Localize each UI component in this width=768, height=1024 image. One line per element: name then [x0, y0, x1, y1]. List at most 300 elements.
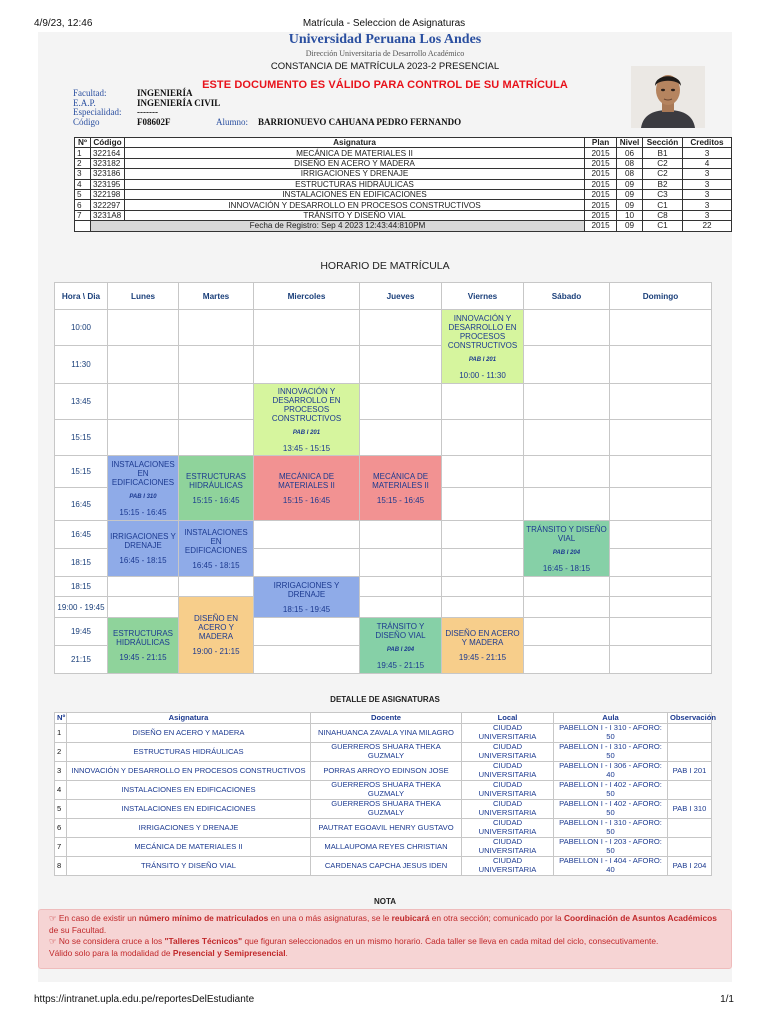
class-time: 18:15 - 19:45	[282, 604, 331, 614]
table-row	[55, 762, 712, 781]
time-label: 18:15	[55, 549, 108, 577]
empty-slot	[610, 488, 712, 521]
empty-slot	[610, 597, 712, 618]
empty-slot	[360, 549, 442, 577]
detail-docente: PAUTRAT EGOAVIL HENRY GUSTAVO	[311, 819, 462, 838]
course-seccion: B1	[643, 148, 683, 158]
course-nivel: 10	[617, 210, 643, 220]
class-block-diseno-viernes[interactable]	[442, 618, 524, 674]
empty-slot	[610, 384, 712, 420]
class-name: INSTALACIONES EN EDIFICACIONES	[184, 527, 248, 555]
course-nivel: 06	[617, 148, 643, 158]
detail-n: 2	[55, 743, 67, 762]
course-creditos: 3	[683, 200, 732, 210]
table-row	[75, 210, 732, 220]
codigo-label: Código	[73, 116, 100, 127]
col-header-seccion: Sección	[643, 138, 683, 148]
schedule-table	[54, 282, 712, 674]
course-creditos: 3	[683, 179, 732, 189]
course-plan: 2015	[585, 169, 617, 179]
class-block-mecanica-miercoles[interactable]	[254, 456, 360, 521]
schedule-header-row	[55, 283, 712, 310]
detail-docente: NINAHUANCA ZAVALA YINA MILAGRO	[311, 724, 462, 743]
class-name: MECÁNICA DE MATERIALES II	[278, 471, 335, 490]
class-name: MECÁNICA DE MATERIALES II	[372, 471, 429, 490]
course-seccion: C3	[643, 189, 683, 199]
time-label: 19:45	[55, 618, 108, 646]
empty-slot	[524, 618, 610, 646]
class-pabellon: PAB I 201	[468, 356, 497, 363]
class-time: 19:45 - 21:15	[458, 653, 507, 662]
detail-local: CIUDAD UNIVERSITARIA	[462, 762, 554, 781]
detail-n: 3	[55, 762, 67, 781]
class-block-irrigaciones-lunes[interactable]	[108, 521, 179, 577]
class-pabellon: PAB I 310	[129, 493, 157, 500]
nota-emphasis: Presencial y Semipresencial	[172, 947, 286, 958]
nota-text: Válido solo para la modalidad de	[49, 947, 173, 958]
empty-slot	[179, 310, 254, 346]
print-title: Matrícula - Seleccion de Asignaturas	[302, 18, 466, 29]
nota-line-2	[49, 936, 721, 948]
class-block-instalaciones-lunes[interactable]	[108, 456, 179, 521]
facultad-label: Facultad:	[73, 88, 107, 98]
class-name: DISEÑO EN ACERO Y MADERA	[445, 629, 520, 647]
course-nivel: 09	[617, 189, 643, 199]
time-label: 11:30	[55, 346, 108, 384]
detail-aula: PABELLON I - I 402 - AFORO: 50	[554, 781, 668, 800]
class-time: 16:45 - 18:15	[119, 556, 167, 565]
empty-slot	[524, 420, 610, 456]
empty-slot	[360, 310, 442, 346]
table-row	[75, 200, 732, 210]
col-header-martes: Martes	[179, 283, 254, 310]
class-name: IRRIGACIONES Y DRENAJE	[273, 580, 340, 599]
detail-observacion	[668, 724, 712, 743]
nota-title: NOTA	[373, 897, 397, 906]
course-seccion: B2	[643, 179, 683, 189]
class-time: 15:15 - 16:45	[119, 507, 167, 517]
nota-text: .	[285, 947, 288, 958]
class-block-estructuras-martes[interactable]	[179, 456, 254, 521]
course-plan: 2015	[585, 189, 617, 199]
course-creditos: 4	[683, 158, 732, 168]
empty-slot	[610, 577, 712, 597]
class-time: 19:45 - 21:15	[376, 660, 425, 670]
detail-table	[54, 712, 717, 876]
detail-local: CIUDAD UNIVERSITARIA	[462, 857, 554, 876]
empty-slot	[610, 346, 712, 384]
detail-docente: GUERREROS SHUARA THEKA GUZMALY	[311, 800, 462, 819]
table-row	[55, 819, 712, 838]
course-nivel: 09	[617, 200, 643, 210]
empty-slot	[108, 346, 179, 384]
course-seccion: C8	[643, 210, 683, 220]
course-creditos: 3	[683, 169, 732, 179]
empty-slot	[179, 346, 254, 384]
col-header-observacion: Observación	[668, 713, 712, 724]
course-nivel: 08	[617, 169, 643, 179]
class-block-instalaciones-martes[interactable]	[179, 521, 254, 577]
course-plan: 2015	[585, 179, 617, 189]
nota-emphasis: número mínimo de matriculados	[138, 913, 269, 923]
student-photo	[631, 66, 705, 128]
empty-slot	[442, 420, 524, 456]
course-codigo: 322297	[90, 200, 124, 210]
time-label: 18:15	[55, 577, 108, 597]
empty-slot	[524, 488, 610, 521]
col-header-n: Nº	[55, 713, 67, 724]
course-asignatura: TRÁNSITO Y DISEÑO VIAL	[124, 210, 584, 220]
course-asignatura: MECÁNICA DE MATERIALES II	[124, 148, 584, 158]
schedule-row	[55, 346, 712, 384]
schedule-row	[55, 618, 712, 646]
detail-n: 1	[55, 724, 67, 743]
class-time: 15:15 - 16:45	[282, 495, 331, 505]
course-codigo: 323186	[90, 169, 124, 179]
registro-empty-cell	[75, 221, 91, 231]
detail-aula: PABELLON I - I 310 - AFORO: 50	[554, 819, 668, 838]
col-header-nivel: Nivel	[617, 138, 643, 148]
detail-docente: GUERREROS SHUARA THEKA GUZMALY	[311, 781, 462, 800]
detail-observacion	[668, 838, 712, 857]
course-codigo: 3231A8	[90, 210, 124, 220]
schedule-row	[55, 521, 712, 549]
especialidad-label: Especialidad:	[73, 107, 122, 118]
course-creditos: 3	[683, 189, 732, 199]
class-name: INNOVACIÓN Y DESARROLLO EN PROCESOS CONSTRUCTIVOS	[271, 386, 342, 423]
table-row	[55, 743, 712, 762]
class-name: ESTRUCTURAS HIDRÁULICAS	[185, 471, 246, 490]
detail-observacion	[668, 781, 712, 800]
empty-slot	[108, 597, 179, 618]
empty-slot	[442, 597, 524, 618]
detail-aula: PABELLON I - I 404 - AFORO: 40	[554, 857, 668, 876]
course-asignatura: ESTRUCTURAS HIDRÁULICAS	[124, 179, 584, 189]
col-header-lunes: Lunes	[108, 283, 179, 310]
class-block-diseno-martes[interactable]	[179, 597, 254, 674]
empty-slot	[108, 420, 179, 456]
course-n: 5	[75, 189, 91, 199]
empty-slot	[442, 456, 524, 488]
detail-observacion	[668, 819, 712, 838]
detail-n: 6	[55, 819, 67, 838]
class-name: ESTRUCTURAS HIDRÁULICAS	[112, 629, 173, 647]
registro-total-creditos: 22	[683, 221, 732, 231]
empty-slot	[524, 577, 610, 597]
detail-aula: PABELLON I - I 310 - AFORO: 50	[554, 724, 668, 743]
empty-slot	[524, 384, 610, 420]
print-page: 1/1	[720, 994, 734, 1005]
print-url: https://intranet.upla.edu.pe/reportesDelEstudiante	[34, 994, 255, 1005]
col-header-asignatura: Asignatura	[124, 138, 584, 148]
empty-slot	[179, 384, 254, 420]
alumno-label: Alumno:	[216, 116, 249, 127]
detail-asignatura: IRRIGACIONES Y DRENAJE	[67, 819, 311, 838]
detail-n: 7	[55, 838, 67, 857]
detail-aula: PABELLON I - I 402 - AFORO: 50	[554, 800, 668, 819]
empty-slot	[610, 310, 712, 346]
detail-asignatura: INSTALACIONES EN EDIFICACIONES	[67, 800, 311, 819]
empty-slot	[254, 521, 360, 549]
empty-slot	[360, 577, 442, 597]
schedule-row	[55, 384, 712, 420]
col-header-domingo: Domingo	[610, 283, 712, 310]
col-header-jueves: Jueves	[360, 283, 442, 310]
empty-slot	[360, 384, 442, 420]
detail-asignatura: INNOVACIÓN Y DESARROLLO EN PROCESOS CONSTRUCTIVOS	[67, 762, 311, 781]
registro-nivel: 09	[617, 221, 643, 231]
time-label: 15:15	[55, 420, 108, 456]
courses-table	[74, 137, 732, 232]
col-header-n: Nº	[75, 138, 91, 148]
col-header-sabado: Sábado	[524, 283, 610, 310]
class-time: 16:45 - 18:15	[542, 563, 591, 573]
empty-slot	[610, 420, 712, 456]
detail-local: CIUDAD UNIVERSITARIA	[462, 819, 554, 838]
col-header-asignatura: Asignatura	[67, 713, 311, 724]
detail-asignatura: ESTRUCTURAS HIDRÁULICAS	[67, 743, 311, 762]
class-name: DISEÑO EN ACERO Y MADERA	[193, 614, 238, 641]
table-row	[55, 781, 712, 800]
empty-slot	[442, 521, 524, 549]
registro-row	[75, 221, 732, 231]
empty-slot	[108, 384, 179, 420]
time-label: 10:00	[55, 310, 108, 346]
class-name: TRÁNSITO Y DISEÑO VIAL	[375, 621, 426, 640]
class-block-transito-jueves[interactable]	[360, 618, 442, 674]
detail-observacion	[668, 743, 712, 762]
detail-local: CIUDAD UNIVERSITARIA	[462, 743, 554, 762]
print-header	[0, 0, 768, 32]
nota-emphasis: "Talleres Técnicos"	[164, 936, 243, 947]
class-name: INSTALACIONES EN EDIFICACIONES	[111, 459, 175, 487]
pointing-hand-icon: ☞	[49, 913, 57, 923]
class-name: INNOVACIÓN Y DESARROLLO EN PROCESOS CONSTRUCTIVOS	[447, 313, 518, 350]
facultad-value: INGENIERÍA	[137, 88, 193, 98]
course-seccion: C1	[643, 200, 683, 210]
nota-line-3	[49, 948, 721, 960]
empty-slot	[442, 577, 524, 597]
col-header-hora: Hora \ Dia	[55, 283, 108, 310]
class-name: IRRIGACIONES Y DRENAJE	[110, 532, 176, 550]
registro-date: Fecha de Registro: Sep 4 2023 12:43:44:810PM	[90, 221, 584, 231]
class-time: 13:45 - 15:15	[282, 443, 331, 453]
course-codigo: 322198	[90, 189, 124, 199]
courses-header-row	[75, 138, 732, 148]
nota-text: en una o más asignaturas, se le	[268, 913, 392, 923]
schedule-row	[55, 577, 712, 597]
time-label: 13:45	[55, 384, 108, 420]
empty-slot	[254, 310, 360, 346]
detail-n: 5	[55, 800, 67, 819]
nota-text: En caso de existir un	[58, 913, 139, 923]
col-header-viernes: Viernes	[442, 283, 524, 310]
class-pabellon: PAB I 201	[292, 429, 321, 436]
time-label: 21:15	[55, 646, 108, 674]
nota-emphasis: Coordinación de Asuntos Académicos	[563, 913, 717, 923]
class-time: 15:15 - 16:45	[192, 495, 240, 505]
empty-slot	[254, 346, 360, 384]
detail-title: DETALLE DE ASIGNATURAS	[330, 695, 440, 704]
registro-seccion: C1	[643, 221, 683, 231]
course-plan: 2015	[585, 210, 617, 220]
empty-slot	[610, 456, 712, 488]
detail-aula: PABELLON I - I 306 - AFORO: 40	[554, 762, 668, 781]
class-block-mecanica-jueves[interactable]	[360, 456, 442, 521]
empty-slot	[108, 310, 179, 346]
detail-local: CIUDAD UNIVERSITARIA	[462, 800, 554, 819]
pointing-hand-icon: ☞	[49, 936, 57, 947]
class-time: 15:15 - 16:45	[376, 495, 425, 505]
course-asignatura: INNOVACIÓN Y DESARROLLO EN PROCESOS CONSTRUCTIVOS	[124, 200, 584, 210]
detail-local: CIUDAD UNIVERSITARIA	[462, 724, 554, 743]
codigo-value: F08602F	[137, 116, 171, 127]
detail-local: CIUDAD UNIVERSITARIA	[462, 838, 554, 857]
nota-text: en otra sección; comunicado por la	[429, 913, 564, 923]
detail-asignatura: MECÁNICA DE MATERIALES II	[67, 838, 311, 857]
col-header-plan: Plan	[585, 138, 617, 148]
table-row	[75, 158, 732, 168]
empty-slot	[108, 577, 179, 597]
empty-slot	[179, 420, 254, 456]
table-row	[75, 179, 732, 189]
time-label: 16:45	[55, 521, 108, 549]
detail-docente: PORRAS ARROYO EDINSON JOSE	[311, 762, 462, 781]
detail-asignatura: TRÁNSITO Y DISEÑO VIAL	[67, 857, 311, 876]
detail-local: CIUDAD UNIVERSITARIA	[462, 781, 554, 800]
detail-observacion: PAB I 201	[668, 762, 712, 781]
empty-slot	[524, 346, 610, 384]
course-n: 7	[75, 210, 91, 220]
course-nivel: 08	[617, 158, 643, 168]
course-seccion: C2	[643, 169, 683, 179]
course-n: 6	[75, 200, 91, 210]
time-label: 15:15	[55, 456, 108, 488]
nota-emphasis: reubicará	[391, 913, 430, 923]
table-row	[55, 724, 712, 743]
course-plan: 2015	[585, 200, 617, 210]
detail-docente: MALLAUPOMA REYES CHRISTIAN	[311, 838, 462, 857]
empty-slot	[610, 618, 712, 646]
class-time: 19:00 - 21:15	[192, 647, 240, 656]
detail-header-row	[55, 713, 712, 724]
nota-text: No se considera cruce a los	[58, 936, 165, 947]
course-plan: 2015	[585, 158, 617, 168]
document-sheet	[38, 32, 732, 982]
col-header-creditos: Creditos	[683, 138, 732, 148]
course-n: 2	[75, 158, 91, 168]
class-time: 16:45 - 18:15	[192, 560, 240, 570]
col-header-miercoles: Miercoles	[254, 283, 360, 310]
class-pabellon: PAB I 204	[386, 646, 415, 653]
detail-docente: GUERREROS SHUARA THEKA GUZMALY	[311, 743, 462, 762]
class-time: 19:45 - 21:15	[119, 653, 167, 662]
class-block-estructuras-lunes[interactable]	[108, 618, 179, 674]
print-datetime: 4/9/23, 12:46	[34, 18, 93, 29]
nota-line-1	[49, 913, 721, 936]
course-seccion: C2	[643, 158, 683, 168]
course-codigo: 322164	[90, 148, 124, 158]
class-pabellon: PAB I 204	[552, 549, 581, 556]
class-block-innovacion-viernes[interactable]	[442, 310, 524, 384]
empty-slot	[360, 346, 442, 384]
detail-observacion: PAB I 204	[668, 857, 712, 876]
eap-label: E.A.P.	[73, 97, 96, 108]
course-asignatura: INSTALACIONES EN EDIFICACIONES	[124, 189, 584, 199]
empty-slot	[442, 549, 524, 577]
alumno-value: BARRIONUEVO CAHUANA PEDRO FERNANDO	[258, 116, 462, 127]
col-header-docente: Docente	[311, 713, 462, 724]
schedule-row	[55, 597, 712, 618]
empty-slot	[524, 646, 610, 674]
table-row	[75, 169, 732, 179]
university-name: Universidad Peruana Los Andes	[288, 32, 482, 47]
detail-asignatura: DISEÑO EN ACERO Y MADERA	[67, 724, 311, 743]
course-asignatura: IRRIGACIONES Y DRENAJE	[124, 169, 584, 179]
detail-n: 8	[55, 857, 67, 876]
table-row	[55, 800, 712, 819]
class-block-transito-sabado[interactable]	[524, 521, 610, 577]
course-n: 4	[75, 179, 91, 189]
empty-slot	[254, 646, 360, 674]
nota-text: de su Facultad.	[49, 924, 107, 935]
course-plan: 2015	[585, 148, 617, 158]
detail-observacion: PAB I 310	[668, 800, 712, 819]
empty-slot	[254, 549, 360, 577]
empty-slot	[442, 488, 524, 521]
course-creditos: 3	[683, 210, 732, 220]
empty-slot	[442, 384, 524, 420]
schedule-row	[55, 456, 712, 488]
course-creditos: 3	[683, 148, 732, 158]
directorate-name: Dirección Universitaria de Desarrollo Académico	[305, 49, 465, 58]
empty-slot	[254, 618, 360, 646]
col-header-aula: Aula	[554, 713, 668, 724]
detail-n: 4	[55, 781, 67, 800]
especialidad-value: -------	[137, 107, 158, 118]
col-header-codigo: Código	[90, 138, 124, 148]
schedule-title: HORARIO DE MATRÍCULA	[320, 260, 450, 272]
course-asignatura: DISEÑO EN ACERO Y MADERA	[124, 158, 584, 168]
course-n: 3	[75, 169, 91, 179]
class-time: 10:00 - 11:30	[459, 370, 506, 380]
schedule-row	[55, 420, 712, 456]
empty-slot	[524, 456, 610, 488]
empty-slot	[610, 521, 712, 549]
empty-slot	[360, 420, 442, 456]
table-row	[55, 857, 712, 876]
empty-slot	[524, 597, 610, 618]
class-block-innovacion-miercoles[interactable]	[254, 384, 360, 456]
nota-box	[38, 909, 732, 969]
detail-aula: PABELLON I - I 203 - AFORO: 50	[554, 838, 668, 857]
validity-warning: ESTE DOCUMENTO ES VÁLIDO PARA CONTROL DE SU MATRÍCULA	[202, 79, 568, 91]
table-row	[55, 838, 712, 857]
table-row	[75, 189, 732, 199]
detail-docente: CARDENAS CAPCHA JESUS IDEN	[311, 857, 462, 876]
nota-text: que figuran seleccionados en un mismo horario. Cada taller se lleva en cada mitad del ciclo, consecutivamente.	[242, 936, 659, 947]
time-label: 19:00 - 19:45	[55, 597, 108, 618]
empty-slot	[360, 597, 442, 618]
class-block-irrigaciones-miercoles[interactable]	[254, 577, 360, 618]
empty-slot	[610, 646, 712, 674]
registro-plan: 2015	[585, 221, 617, 231]
eap-value: INGENIERÍA CIVIL	[137, 97, 221, 108]
schedule-row	[55, 310, 712, 346]
detail-asignatura: INSTALACIONES EN EDIFICACIONES	[67, 781, 311, 800]
course-codigo: 323182	[90, 158, 124, 168]
student-photo-image	[631, 66, 705, 128]
